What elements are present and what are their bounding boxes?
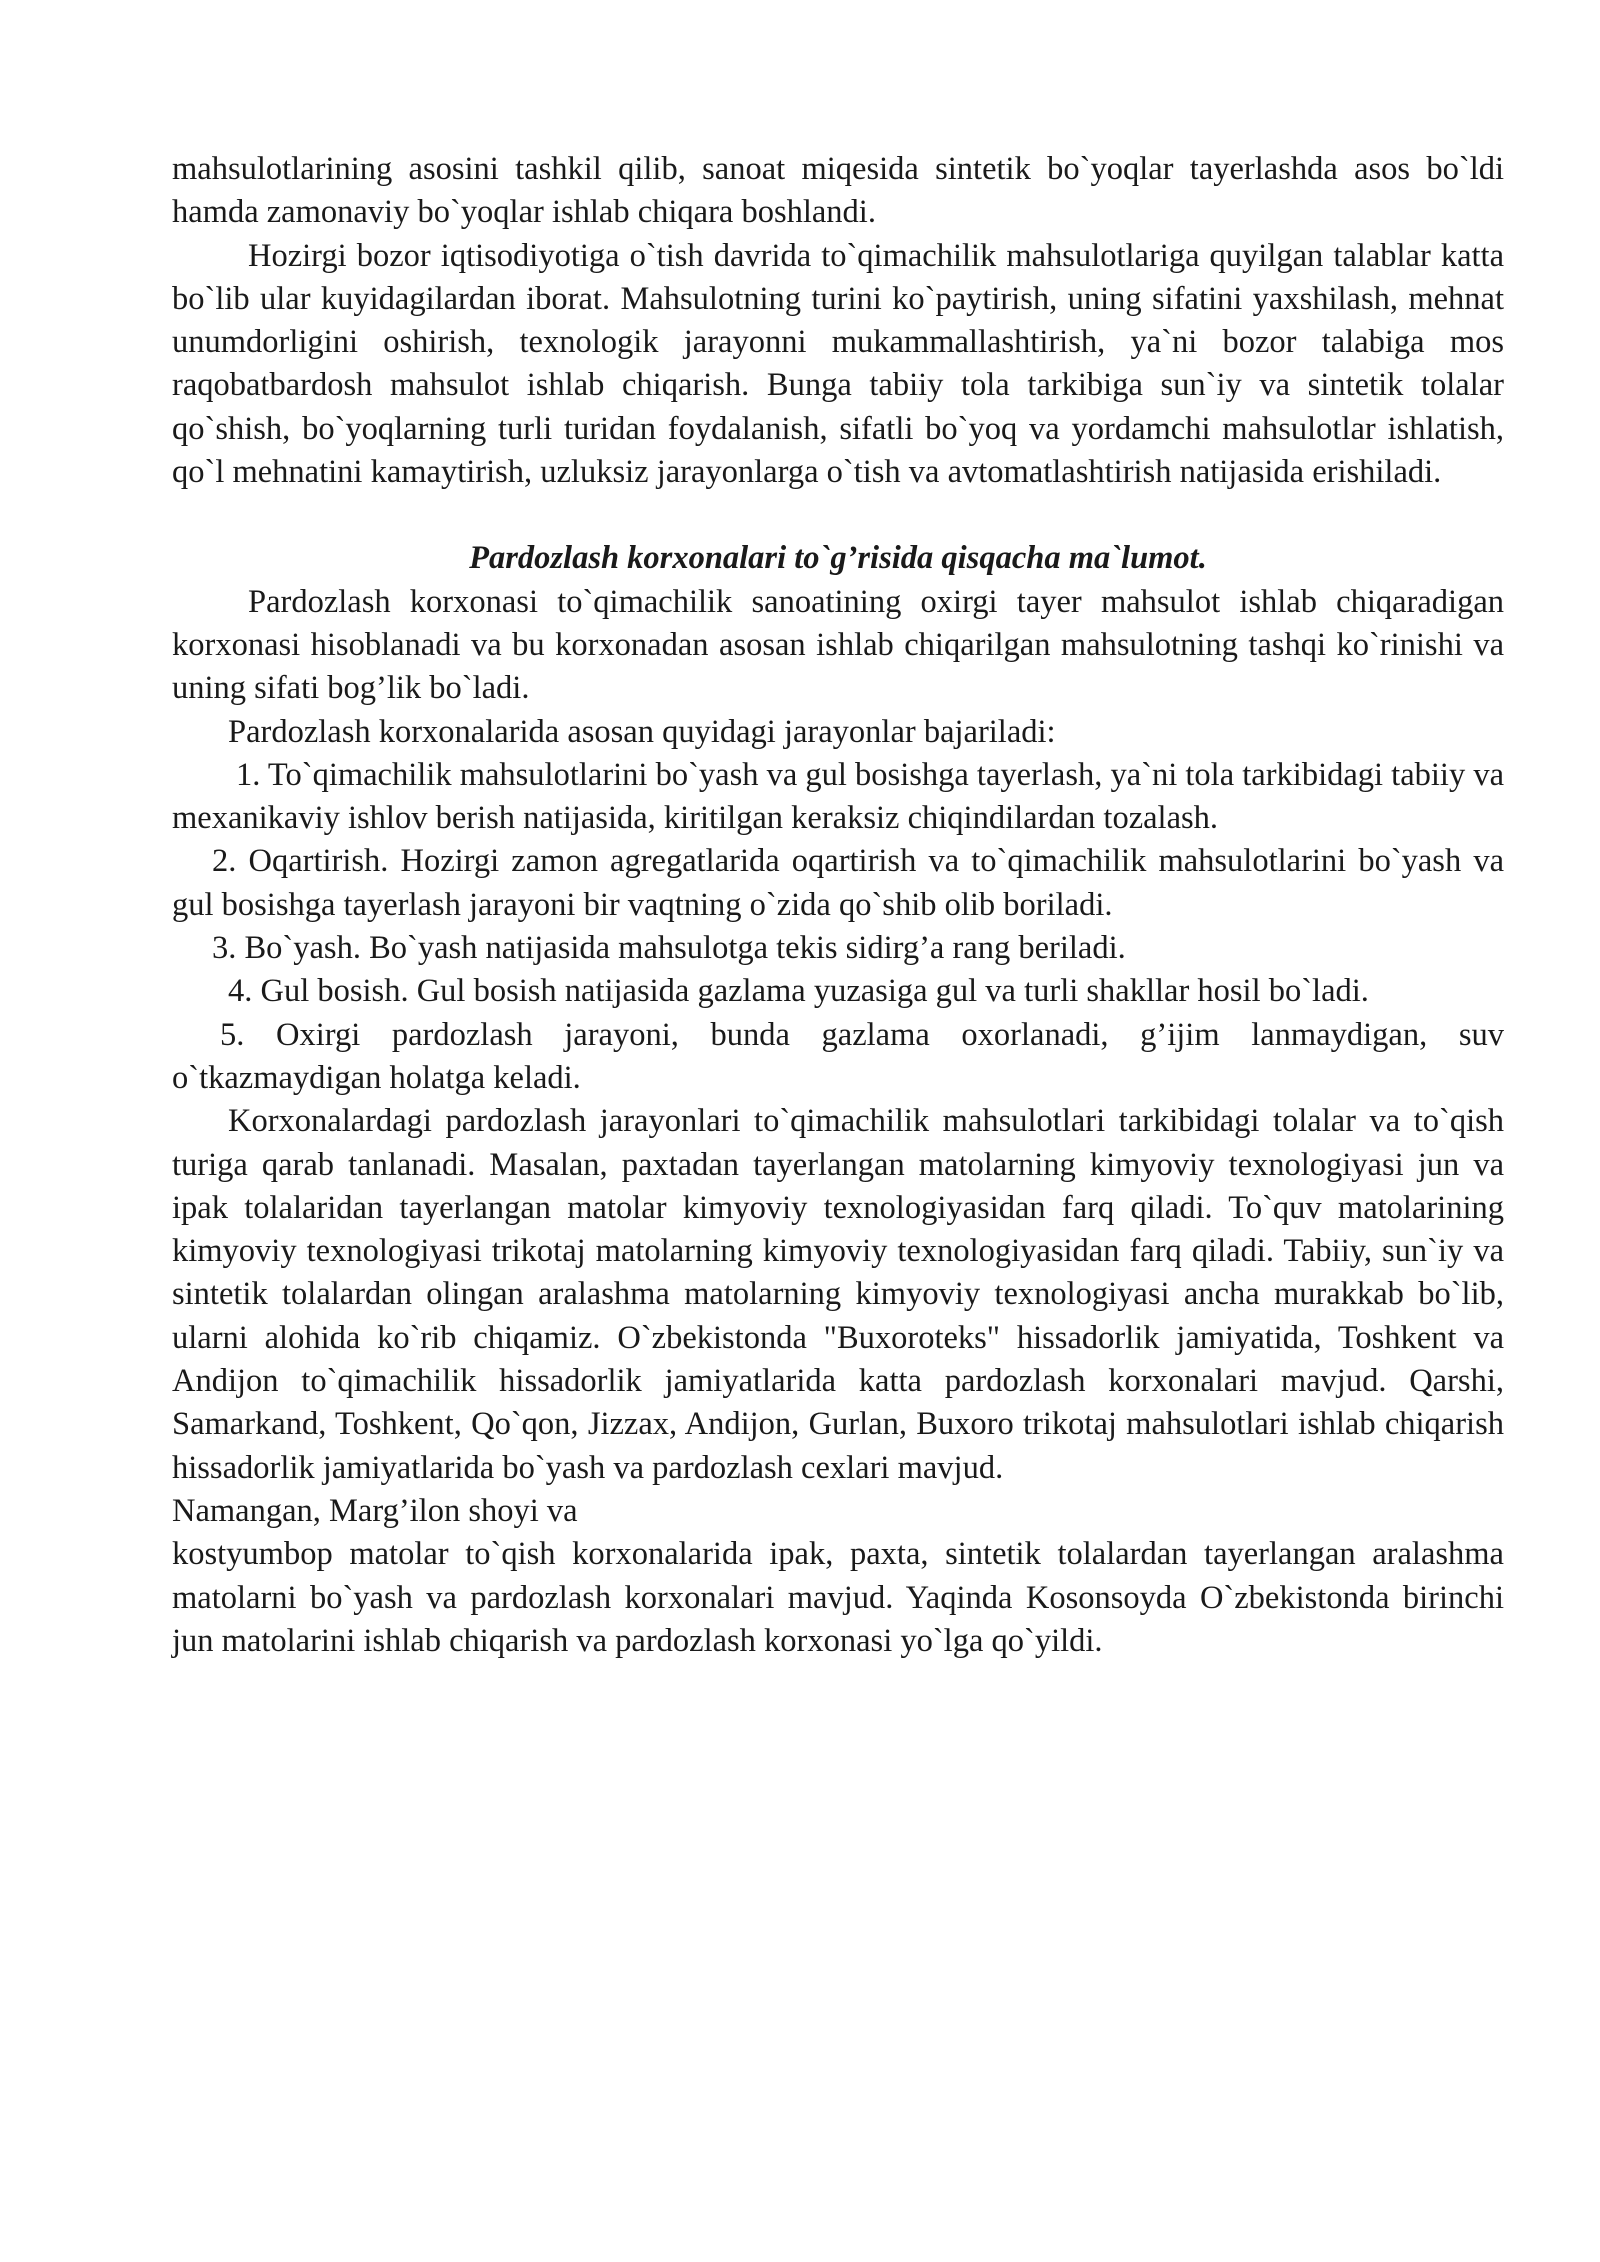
enterprises-paragraph: Korxonalardagi pardozlash jarayonlari to`qimachilik mahsulotlari tarkibidagi tolalar va to`qish turiga qarab tanlanadi. Masalan, paxtadan tayerlangan matolarning kimyoviy texnologiyasi jun va ipak tolalaridan tayerlangan matolar kimyoviy texnologiyasidan farq qiladi. To`quv matolarining kimyoviy texnologiyasi trikotaj matolarning kimyoviy texnologiyasidan farq qiladi. Tabiiy, sun`iy va sintetik tolalardan olingan aralashma matolarning kimyoviy texnologiyasi ancha murakkab bo`lib, ularni alohida ko`rib chiqamiz. O`zbekistonda "Buxoroteks" hissadorlik jamiyatida, Toshkent va Andijon to`qimachilik hissadorlik jamiyatlarida katta pardozlash korxonalari mavjud. Qarshi, Samarkand, Toshkent, Qo`qon, Jizzax, Andijon, Gurlan, Buxoro trikotaj mahsulotlari ishlab chiqarish hissadorlik jamiyatlarida bo`yash va pardozlash cexlari mavjud. xyxy=(172,1103,1504,1486)
list-item: 2. Oqartirish. Hozirgi zamon agregatlarida oqartirish va to`qimachilik mahsulotlarini bo`yash va gul bosishga tayerlash jarayoni bir vaqtning o`zida qo`shib olib boriladi. xyxy=(172,843,1504,923)
list-item: 4. Gul bosish. Gul bosish natijasida gazlama yuzasiga gul va turli shakllar hosil bo`ladi. xyxy=(228,973,1369,1010)
list-item: 5. Oxirgi pardozlash jarayoni, bunda gazlama oxorlanadi, g’ijim lanmaydigan, suv o`tkazmaydigan holatga keladi. xyxy=(172,1016,1504,1096)
intro-continuation-paragraph: mahsulotlarining asosini tashkil qilib, sanoat miqesida sintetik bo`yoqlar tayerlashda asos bo`ldi hamda zamonaviy bo`yoqlar ishlab chiqara boshlandi. xyxy=(172,151,1504,231)
definition-paragraph: Pardozlash korxonasi to`qimachilik sanoatining oxirgi tayer mahsulot ishlab chiqaradigan korxonasi hisoblanadi va bu korxonadan asosan ishlab chiqarilgan mahsulotning tashqi ko`rinishi va uning sifati bog’lik bo`ladi. xyxy=(172,583,1504,707)
enterprises-tail-line: Namangan, Marg’ilon shoyi va xyxy=(172,1492,578,1529)
list-item: 1. To`qimachilik mahsulotlarini bo`yash va gul bosishga tayerlash, ya`ni tola tarkibidagi tabiiy va mexanikaviy ishlov berish natijasida, kiritilgan keraksiz chiqindilardan tozalash. xyxy=(172,756,1504,837)
section-heading: Pardozlash korxonalari to`g’risida qisqacha ma`lumot. xyxy=(469,540,1207,577)
processes-intro: Pardozlash korxonalarida asosan quyidagi jarayonlar bajariladi: xyxy=(228,713,1056,750)
document-page xyxy=(172,148,1504,1663)
final-paragraph: kostyumbop matolar to`qish korxonalarida ipak, paxta, sintetik tolalardan tayerlangan aralashma matolarni bo`yash va pardozlash korxonalari mavjud. Yaqinda Kosonsoyda O`zbekistonda birinchi jun matolarini ishlab chiqarish va pardozlash korxonasi yo`lga qo`yildi. xyxy=(172,1536,1504,1659)
list-item: 3. Bo`yash. Bo`yash natijasida mahsulotga tekis sidirg’a rang beriladi. xyxy=(212,930,1126,967)
market-requirements-paragraph: Hozirgi bozor iqtisodiyotiga o`tish davrida to`qimachilik mahsulotlariga quyilgan talablar katta bo`lib ular kuyidagilardan iborat. Mahsulotning turini ko`paytirish, uning sifatini yaxshilash, mehnat unumdorligini oshirish, texnologik jarayonni mukammallashtirish, ya`ni bozor talabiga mos raqobatbardosh mahsulot ishlab chiqarish. Bunga tabiiy tola tarkibiga sun`iy va sintetik tolalar qo`shish, bo`yoqlarning turli turidan foydalanish, sifatli bo`yoq va yordamchi mahsulotlar ishlatish, qo`l mehnatini kamaytirish, uzluksiz jarayonlarga o`tish va avtomatlashtirish natijasida erishiladi. xyxy=(172,237,1504,491)
